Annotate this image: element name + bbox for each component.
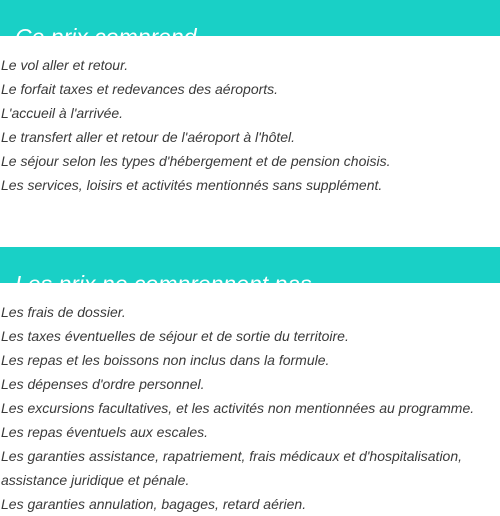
list-item: Les dépenses d'ordre personnel.	[1, 376, 205, 392]
excluded-section	[0, 247, 500, 516]
list-item: Le transfert aller et retour de l'aéroport à l'hôtel.	[1, 129, 296, 145]
list-item: Les frais de dossier.	[1, 304, 126, 320]
list-item: Les garanties annulation, bagages, retard aérien.	[1, 496, 307, 512]
list-item: L'accueil à l'arrivée.	[1, 105, 124, 121]
excluded-header-bar	[0, 247, 500, 298]
list-item: assistance juridique et pénale.	[1, 472, 190, 488]
excluded-list	[0, 300, 500, 516]
list-item: Les repas et les boissons non inclus dans la formule.	[1, 352, 330, 368]
list-item: Le séjour selon les types d'hébergement et de pension choisis.	[1, 153, 391, 169]
included-list	[0, 53, 500, 197]
list-item: Les taxes éventuelles de séjour et de sortie du territoire.	[1, 328, 349, 344]
list-item: Les services, loisirs et activités mentionnés sans supplément.	[1, 177, 383, 193]
included-header-bar	[0, 0, 500, 51]
included-section	[0, 0, 500, 197]
list-item: Les garanties assistance, rapatriement, frais médicaux et d'hospitalisation,	[1, 448, 463, 464]
included-title: Ce prix comprend	[15, 24, 197, 51]
excluded-title: Les prix ne comprennent pas	[15, 271, 312, 298]
list-item: Le forfait taxes et redevances des aéroports.	[1, 81, 279, 97]
list-item: Le vol aller et retour.	[1, 57, 129, 73]
list-item: Les repas éventuels aux escales.	[1, 424, 209, 440]
list-item: Les excursions facultatives, et les activités non mentionnées au programme.	[1, 400, 475, 416]
